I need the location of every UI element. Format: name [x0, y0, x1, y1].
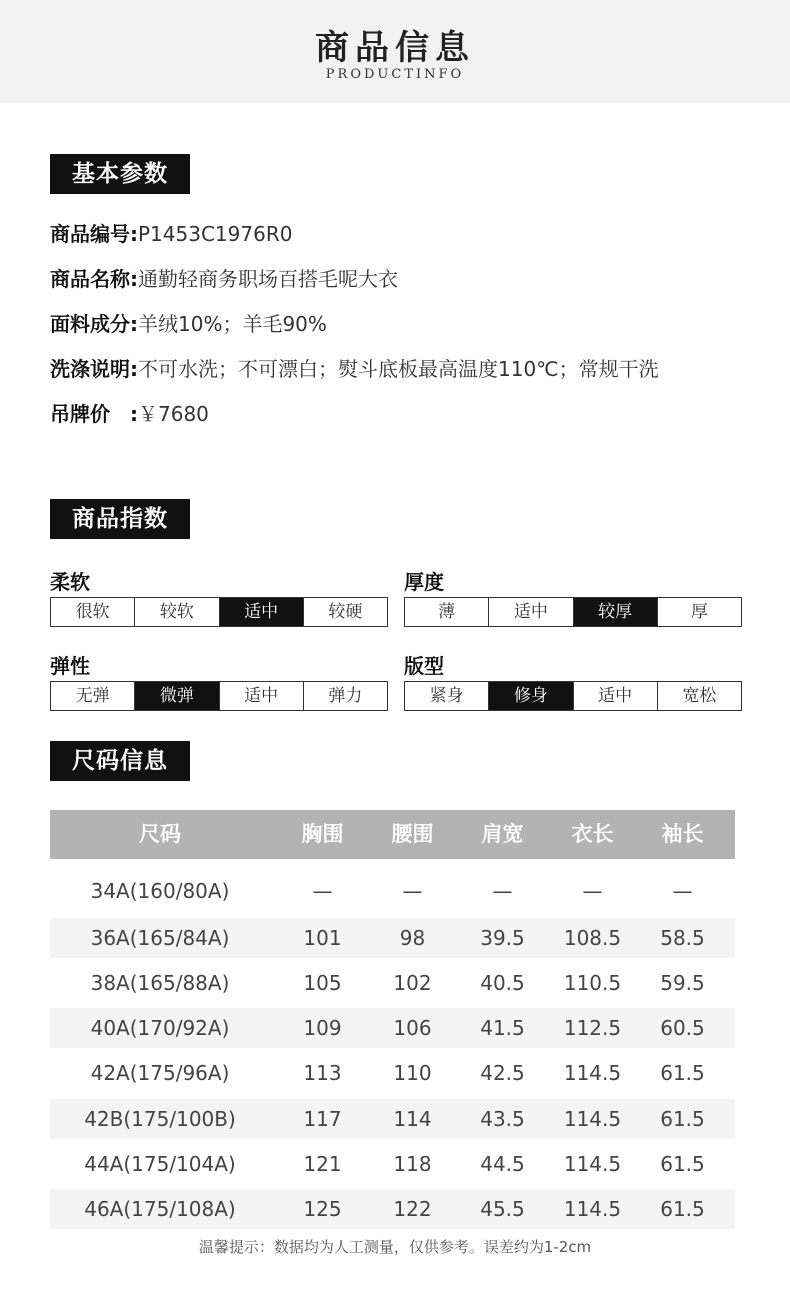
- table-cell: 102: [393, 971, 432, 995]
- table-cell: 101: [303, 926, 342, 950]
- basic-section-title: 基本参数: [50, 154, 190, 194]
- column-header: 腰围: [391, 822, 434, 846]
- index-option: 无弹: [51, 682, 135, 710]
- table-cell: 113: [303, 1061, 342, 1085]
- param-row-price: [50, 399, 209, 429]
- table-cell: 61.5: [660, 1197, 705, 1221]
- index-option: 宽松: [682, 686, 717, 706]
- page-title: 商品信息: [315, 28, 475, 68]
- table-cell: —: [582, 879, 603, 903]
- table-cell: 36A(165/84A): [90, 926, 230, 950]
- column-header: 肩宽: [481, 822, 524, 846]
- table-cell: 44A(175/104A): [84, 1152, 236, 1176]
- column-header: 衣长: [571, 822, 614, 846]
- table-cell: 40A(170/92A): [90, 1016, 230, 1040]
- index-label-fit: 版型: [404, 654, 444, 678]
- table-cell: 61.5: [660, 1152, 705, 1176]
- table-cell: 42B(175/100B): [84, 1107, 236, 1131]
- param-row-code: [50, 219, 292, 249]
- index-scale-thickness: [404, 597, 742, 627]
- index-label-thickness: 厚度: [404, 570, 444, 594]
- index-option: 很软: [51, 598, 135, 626]
- table-cell: 110.5: [563, 971, 622, 995]
- index-option: 厚: [690, 602, 708, 622]
- table-cell: 44.5: [480, 1152, 525, 1176]
- table-cell: 45.5: [480, 1197, 525, 1221]
- table-cell: 114.5: [563, 1107, 622, 1131]
- index-option: 较厚: [574, 598, 658, 626]
- table-row: [50, 1053, 735, 1093]
- index-option: 适中: [574, 682, 658, 710]
- table-cell: 38A(165/88A): [90, 971, 230, 995]
- param-row-wash: [50, 354, 659, 384]
- table-cell: 125: [303, 1197, 342, 1221]
- param-row-name: [50, 264, 398, 294]
- table-cell: 106: [393, 1016, 432, 1040]
- table-cell: —: [402, 879, 423, 903]
- table-cell: 118: [393, 1152, 432, 1176]
- table-row: [50, 918, 735, 958]
- index-option: 修身: [489, 682, 573, 710]
- table-cell: 59.5: [660, 971, 705, 995]
- table-cell: 121: [303, 1152, 342, 1176]
- table-cell: 105: [303, 971, 342, 995]
- param-value: P1453C1976R0: [138, 222, 293, 246]
- index-option: 适中: [489, 598, 573, 626]
- table-cell: 110: [393, 1061, 432, 1085]
- index-option: 弹力: [328, 686, 363, 706]
- table-cell: 39.5: [480, 926, 525, 950]
- table-cell: 114.5: [563, 1197, 622, 1221]
- index-scale-softness: [50, 597, 388, 627]
- page-subtitle: PRODUCTINFO: [325, 67, 465, 82]
- page-header: [0, 0, 790, 103]
- index-option: 紧身: [405, 682, 489, 710]
- table-cell: 41.5: [480, 1016, 525, 1040]
- param-value: 通勤轻商务职场百搭毛呢大衣: [138, 267, 398, 291]
- param-value: 羊绒10%；羊毛90%: [138, 312, 327, 336]
- index-label-elasticity: 弹性: [50, 654, 90, 678]
- size-section-title: 尺码信息: [50, 741, 190, 781]
- table-cell: 109: [303, 1016, 342, 1040]
- param-label: 面料成分:: [50, 312, 138, 336]
- column-header: 胸围: [301, 822, 344, 846]
- table-cell: 98: [399, 926, 426, 950]
- index-option: 微弹: [135, 682, 219, 710]
- index-scale-elasticity: [50, 681, 388, 711]
- param-label: 商品编号:: [50, 222, 138, 246]
- index-option: 较硬: [328, 602, 363, 622]
- table-cell: 43.5: [480, 1107, 525, 1131]
- table-cell: 112.5: [563, 1016, 622, 1040]
- index-scale-fit: [404, 681, 742, 711]
- param-value: ￥7680: [138, 402, 209, 426]
- table-cell: 117: [303, 1107, 342, 1131]
- table-cell: 58.5: [660, 926, 705, 950]
- measurement-note: 温馨提示：数据均为人工测量，仅供参考。误差约为1-2cm: [198, 1238, 592, 1256]
- table-cell: 34A(160/80A): [90, 879, 230, 903]
- table-row: [50, 1189, 735, 1229]
- table-row: [50, 1099, 735, 1139]
- table-cell: 61.5: [660, 1107, 705, 1131]
- index-option: 较软: [135, 598, 219, 626]
- table-cell: 42A(175/96A): [90, 1061, 230, 1085]
- index-section-title: 商品指数: [50, 499, 190, 539]
- table-cell: 61.5: [660, 1061, 705, 1085]
- table-cell: 108.5: [563, 926, 622, 950]
- param-row-fabric: [50, 309, 327, 339]
- table-cell: —: [312, 879, 333, 903]
- index-option: 适中: [220, 682, 304, 710]
- index-label-softness: 柔软: [50, 570, 90, 594]
- table-row: [50, 871, 735, 911]
- table-cell: 114: [393, 1107, 432, 1131]
- param-label: 洗涤说明:: [50, 357, 138, 381]
- table-row: [50, 963, 735, 1003]
- size-table-header: [50, 810, 735, 859]
- table-cell: 122: [393, 1197, 432, 1221]
- table-cell: 60.5: [660, 1016, 705, 1040]
- table-cell: —: [492, 879, 513, 903]
- column-header: 尺码: [139, 822, 181, 846]
- table-cell: 42.5: [480, 1061, 525, 1085]
- table-cell: 46A(175/108A): [84, 1197, 236, 1221]
- table-cell: 114.5: [563, 1061, 622, 1085]
- index-option: 适中: [220, 598, 304, 626]
- param-value: 不可水洗；不可漂白；熨斗底板最高温度110℃；常规干洗: [138, 357, 659, 381]
- column-header: 袖长: [661, 822, 704, 846]
- table-row: [50, 1008, 735, 1048]
- param-label: 吊牌价 :: [50, 402, 138, 426]
- table-cell: —: [672, 879, 693, 903]
- param-label: 商品名称:: [50, 267, 138, 291]
- index-option: 薄: [405, 598, 489, 626]
- table-row: [50, 1144, 735, 1184]
- table-cell: 114.5: [563, 1152, 622, 1176]
- table-cell: 40.5: [480, 971, 525, 995]
